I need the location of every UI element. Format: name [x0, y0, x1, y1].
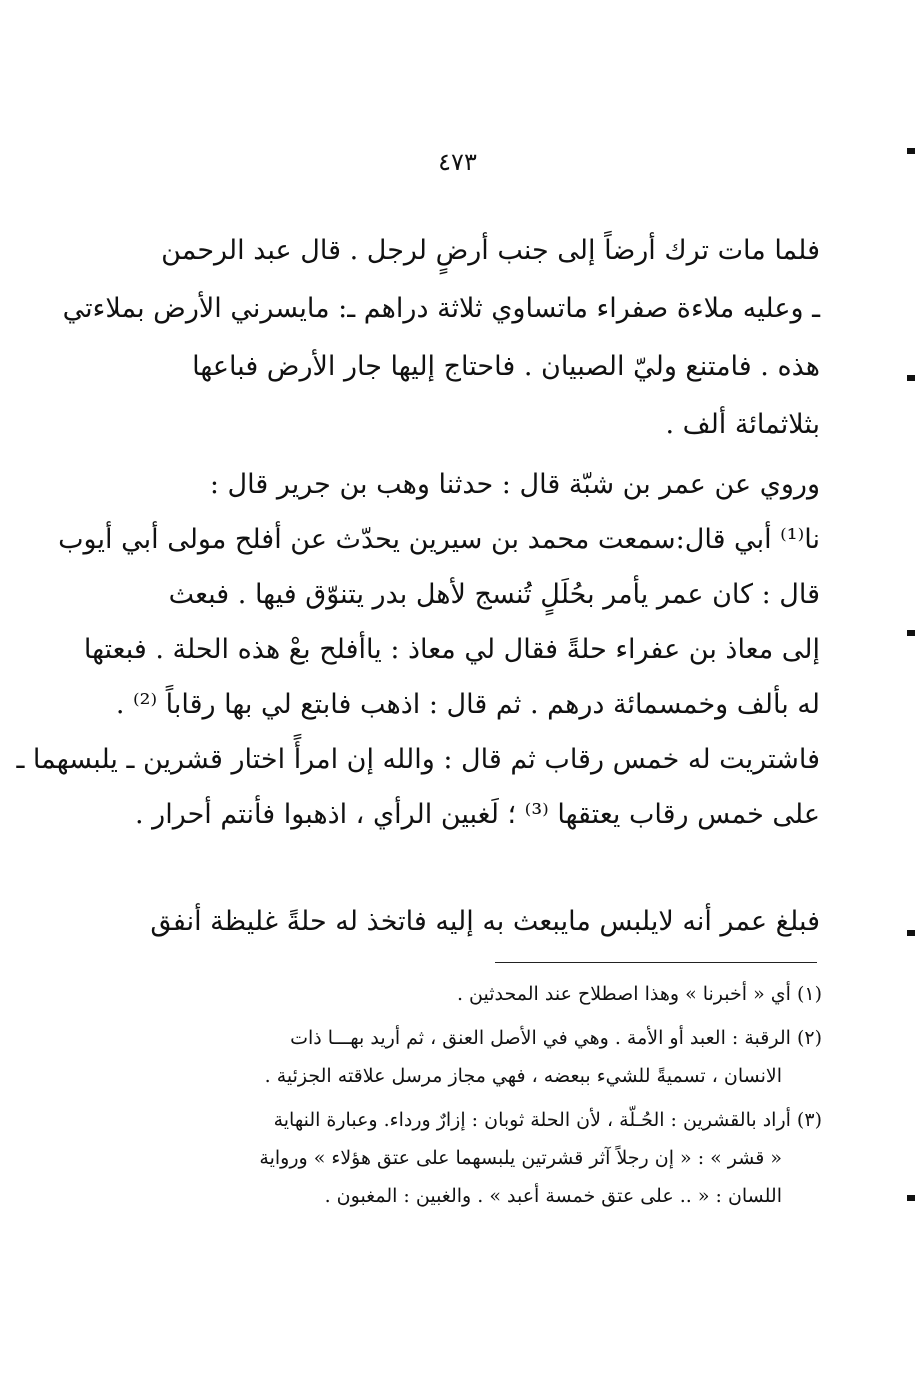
scan-edge-mark: [907, 630, 915, 636]
text-line: وروي عن عمر بن شبّة قال : حدثنا وهب بن جرير قال :: [209, 469, 820, 500]
scan-edge-mark: [907, 375, 915, 381]
text-line: فلما مات ترك أرضاً إلى جنب أرضٍ لرجل . قال عبد الرحمن: [161, 235, 820, 266]
footnote-line: اللسان : « .. على عتق خمسة أعبد » . والغبين : المغبون .: [324, 1185, 782, 1207]
text-line: له بألف وخمسمائة درهم . ثم قال : اذهب فابتع لي بها رقاباً ⁽²⁾ .: [115, 689, 820, 720]
text-line: قال : كان عمر يأمر بحُلَلٍ تُنسج لأهل بدر يتنوّق فيها . فبعث: [168, 579, 820, 610]
scan-edge-mark: [907, 1195, 915, 1201]
scan-edge-mark: [907, 148, 915, 154]
footnote-1: [100, 975, 822, 1013]
text-line: فاشتريت له خمس رقاب ثم قال : والله إن امرأً اختار قشرين ـ يلبسهما ـ: [16, 744, 820, 775]
footnote-line: (٣) أراد بالقشرين : الحُـلّة ، لأن الحلة ثوبان : إزارٌ ورداء. وعبارة النهاية: [273, 1109, 822, 1131]
scan-edge-mark: [907, 930, 915, 936]
footnote-separator: [495, 962, 817, 963]
footnotes: [100, 975, 822, 1221]
paragraph-2: [16, 457, 820, 842]
footnote-line: (١) أي « أخبرنا » وهذا اصطلاح عند المحدثين .: [456, 983, 822, 1005]
footnote-3: [100, 1101, 822, 1215]
text-line: هذه . فامتنع وليّ الصبيان . فاحتاج إليها جار الأرض فباعها: [192, 351, 820, 382]
text-line: بثلاثمائة ألف .: [665, 409, 820, 440]
text-line: فبلغ عمر أنه لايلبس مايبعث به إليه فاتخذ له حلةً غليظة أنفق: [150, 906, 820, 937]
text-line: ـ وعليه ملاءة صفراء ماتساوي ثلاثة دراهم ـ: مايسرني الأرض بملاءتي: [62, 293, 820, 324]
text-line: على خمس رقاب يعتقها ⁽³⁾ ؛ لَغبين الرأي ، اذهبوا فأنتم أحرار .: [135, 799, 820, 830]
paragraph-1: [62, 222, 820, 454]
page-number: ٤٧٣: [438, 148, 477, 176]
footnote-line: (٢) الرقبة : العبد أو الأمة . وهي في الأصل العنق ، ثم أريد بهـــا ذات: [290, 1027, 822, 1049]
paragraph-3: [108, 893, 820, 951]
footnote-line: الانسان ، تسميةً للشيء ببعضه ، فهي مجاز مرسل علاقته الجزئية .: [264, 1065, 782, 1087]
footnote-line: « قشر » : « إن رجلاً آثر قشرتين يلبسهما على عتق هؤلاء » ورواية: [259, 1147, 782, 1169]
footnote-2: [100, 1019, 822, 1095]
text-line: نا⁽¹⁾ أبي قال:سمعت محمد بن سيرين يحدّث عن أفلح مولى أبي أيوب: [58, 524, 820, 555]
text-line: إلى معاذ بن عفراء حلةً فقال لي معاذ : ياأفلح بعْ هذه الحلة . فبعتها: [83, 634, 820, 665]
